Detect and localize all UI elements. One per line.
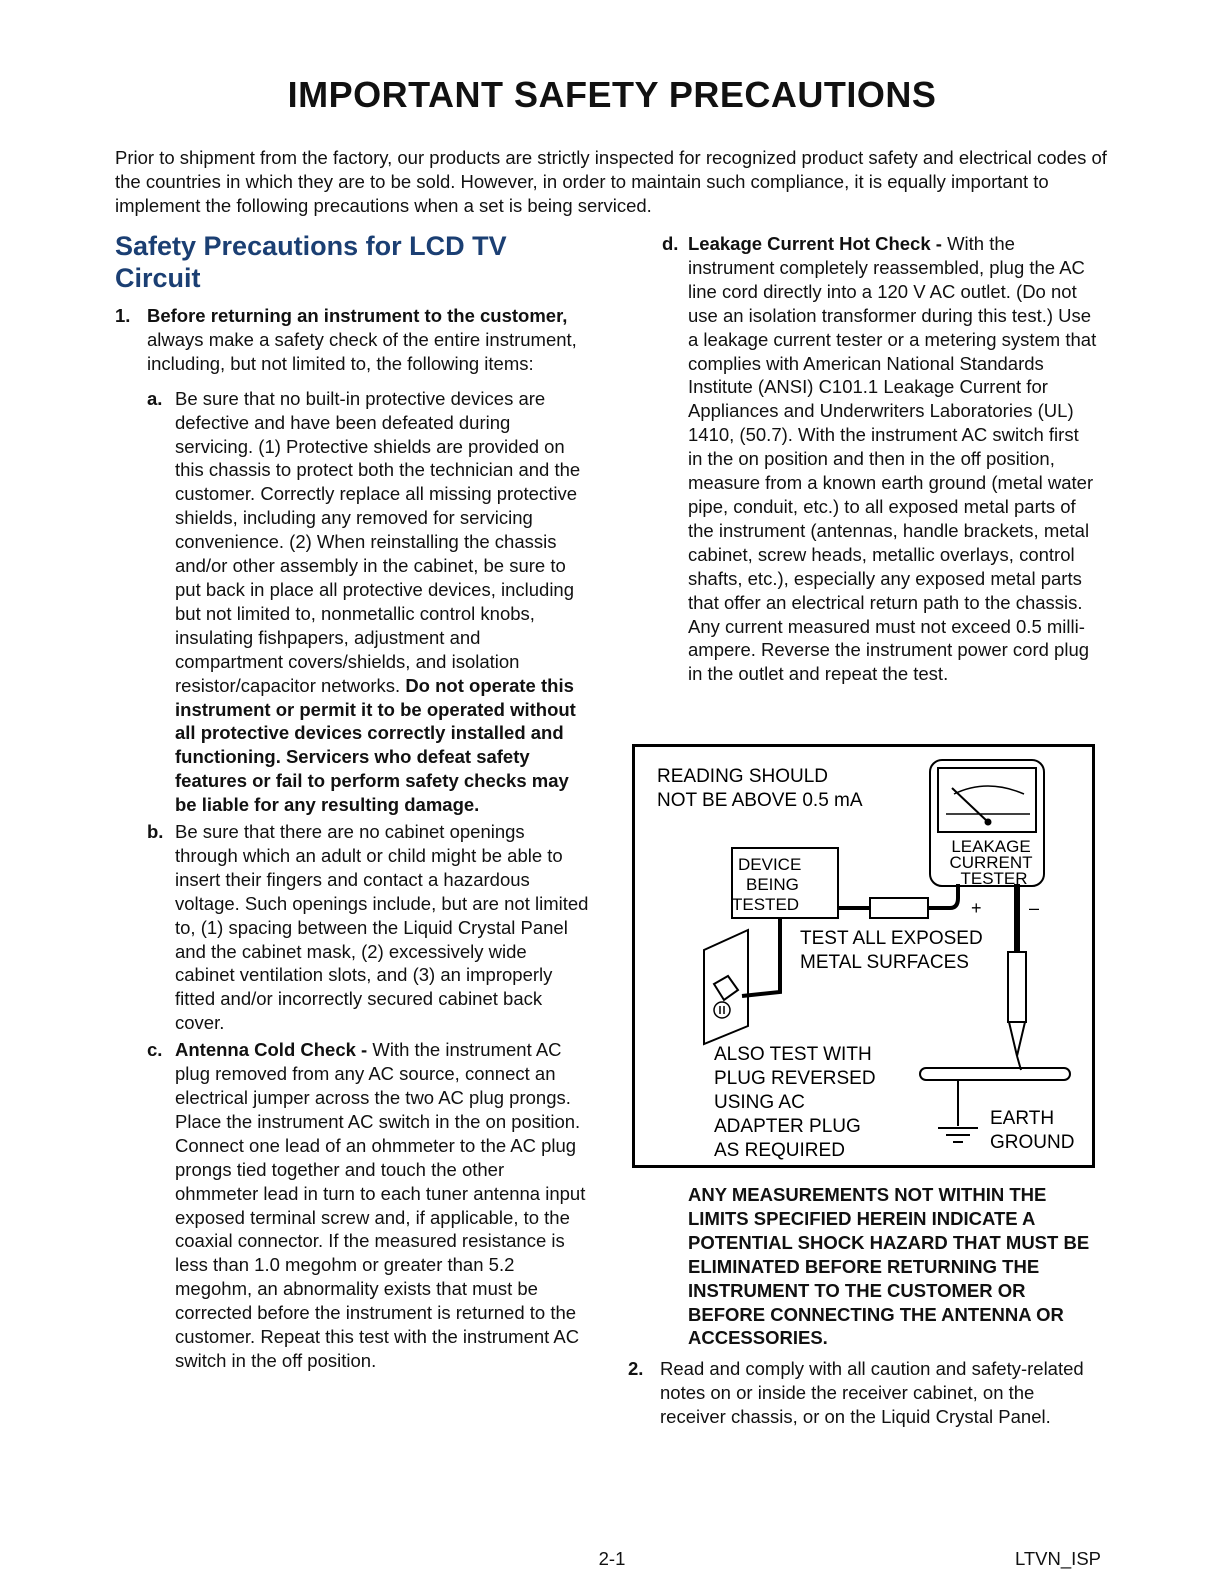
also-test-line1: ALSO TEST WITH bbox=[714, 1044, 872, 1065]
left-column bbox=[115, 230, 590, 1376]
tester-label-line3: TESTER bbox=[960, 869, 1028, 888]
sub-item-d bbox=[628, 232, 1098, 686]
also-test-line5: AS REQUIRED bbox=[714, 1140, 845, 1161]
sub-item-a-text bbox=[175, 387, 590, 817]
device-label-line3: TESTED bbox=[732, 895, 800, 914]
sub-item-letter: c. bbox=[147, 1039, 163, 1061]
sub-item-d-text bbox=[688, 232, 1098, 686]
tester-label-line2: CURRENT bbox=[949, 853, 1033, 872]
list-item-1-text bbox=[147, 304, 590, 376]
list-item-1 bbox=[115, 304, 590, 1373]
plus-sign: + bbox=[971, 898, 982, 918]
shock-hazard-warning: ANY MEASUREMENTS NOT WITHIN THE LIMITS SPECIFIED HEREIN INDICATE A POTENTIAL SHOCK HAZARD THAT MUST BE ELIMINATED BEFORE RETURNING THE INSTRUMENT TO THE CUSTOMER OR BEFORE CONNECTING THE ANTENNA OR ACCESSORIES. bbox=[688, 1184, 1090, 1349]
device-label-line1: DEVICE bbox=[738, 855, 802, 874]
device-label-line2: BEING bbox=[746, 875, 799, 894]
tester-label-line1: LEAKAGE bbox=[951, 837, 1031, 856]
section-heading: Safety Precautions for LCD TV Circuit bbox=[115, 231, 507, 293]
list-item-2-text: Read and comply with all caution and safety-related notes on or inside the receiver cabinet, on the receiver chassis, or on the Liquid Crystal Panel. bbox=[660, 1358, 1084, 1427]
sub-item-c-lead: Antenna Cold Check - bbox=[175, 1039, 368, 1061]
reading-label-line2: NOT BE ABOVE 0.5 mA bbox=[657, 790, 863, 811]
sub-item-b bbox=[147, 820, 590, 1035]
earth-ground-icon bbox=[920, 1068, 1070, 1142]
probe-cord bbox=[838, 884, 958, 918]
also-test-line2: PLUG REVERSED bbox=[714, 1068, 876, 1089]
sub-item-b-text: Be sure that there are no cabinet openings through which an adult or child might be able to insert their fingers and contact a hazardous voltage. Such openings include, but are not limited to, (1) spacing between the Liquid Crystal Panel and the cabinet mask, (2) excessively wide cabinet ventilation slots, and (3) an improperly fitted and/or incorrectly secured cabinet back cover. bbox=[175, 821, 589, 1034]
list-number: 2. bbox=[628, 1358, 644, 1379]
sub-item-letter: a. bbox=[147, 387, 163, 409]
sub-item-c-body: With the instrument AC plug removed from any AC source, connect an electrical jumper across the two AC plug prongs. Place the instrument AC switch in the on position. Connect one lead of an ohmmeter to the AC plug prongs tied together and touch the other ohmmeter lead in turn to each tuner antenna input exposed terminal screw and, if applicable, to the coaxial connector. If the measured resistance is less than 1.0 megohm or greater than 5.2 megohm, an abnormality exists that must be corrected before the instrument is returned to the customer. Repeat this test with the instrument AC switch in the off position. bbox=[175, 1039, 586, 1371]
intro-paragraph: Prior to shipment from the factory, our products are strictly inspected for recognized product safety and electrical codes of the countries in which they are to be sold. However, in order to maintain such compliance, it is equally important to implement the following precautions when a set is being serviced. bbox=[115, 147, 1107, 216]
sub-item-letter: b. bbox=[147, 821, 164, 843]
right-column bbox=[628, 232, 1098, 689]
sub-item-letter: d. bbox=[662, 233, 679, 254]
test-exposed-line2: METAL SURFACES bbox=[800, 952, 969, 973]
ac-outlet-icon bbox=[704, 918, 780, 1044]
sub-item-d-lead: Leakage Current Hot Check - bbox=[688, 233, 942, 254]
sub-item-a bbox=[147, 387, 590, 817]
list-item-2-body bbox=[628, 1357, 1098, 1429]
list-number: 1. bbox=[115, 305, 131, 326]
ground-lead bbox=[1008, 884, 1026, 1070]
sub-item-a-warning: Do not operate this instrument or permit it to be operated without all protective devices correctly installed and functioning. Servicers who defeat safety features or fail to perform safety checks may be liable for any resulting damage. bbox=[175, 674, 576, 816]
page-number: 2-1 bbox=[598, 1548, 626, 1569]
list-item-1-lead: Before returning an instrument to the customer, bbox=[147, 305, 568, 326]
list-item-2 bbox=[628, 1357, 1098, 1429]
also-test-line3: USING AC bbox=[714, 1092, 805, 1113]
document-code: LTVN_ISP bbox=[1014, 1548, 1101, 1569]
test-exposed-line1: TEST ALL EXPOSED bbox=[800, 928, 983, 949]
sub-item-d-body: With the instrument completely reassembled, plug the AC line cord directly into a 120 V AC outlet. (Do not use an isolation transformer during this test.) Use a leakage current tester or a metering system that complies with American National Standards Institute (ANSI) C101.1 Leakage Current for Appliances and Underwriters Laboratories (UL) 1410, (50.7). With the instrument AC switch first in the on position and then in the off position, measure from a known earth ground (metal water pipe, conduit, etc.) to all exposed metal parts of the instrument (antennas, handle brackets, metal cabinet, screw heads, metallic overlays, control shafts, etc.), especially any exposed metal parts that offer an electrical return path to the chassis. Any current measured must not exceed 0.5 milli-ampere. Reverse the instrument power cord plug in the outlet and repeat the test. bbox=[688, 233, 1097, 685]
earth-ground-line1: EARTH bbox=[990, 1108, 1055, 1129]
page-title: IMPORTANT SAFETY PRECAUTIONS bbox=[287, 74, 937, 115]
also-test-line4: ADAPTER PLUG bbox=[714, 1116, 861, 1137]
sub-item-a-body: Be sure that no built-in protective devices are defective and have been defeated during servicing. (1) Protective shields are provided on this chassis to protect both the technician and the customer. Correctly replace all missing protective shields, including any removed for servicing convenience. (2) When reinstalling the chassis and/or other assembly in the cabinet, be sure to put back in place all protective devices, including but not limited to, nonmetallic control knobs, insulating fishpapers, adjustment and compartment covers/shields, and isolation resistor/capacitor networks. bbox=[175, 387, 581, 696]
list-item-1-body: always make a safety check of the entire instrument, including, but not limited to, the following items: bbox=[147, 328, 577, 374]
sub-item-c bbox=[147, 1038, 590, 1373]
minus-sign: – bbox=[1029, 898, 1040, 918]
leakage-test-diagram bbox=[632, 744, 1095, 1168]
sub-item-c-text bbox=[175, 1038, 590, 1373]
earth-ground-line2: GROUND bbox=[990, 1132, 1075, 1153]
reading-label-line1: READING SHOULD bbox=[657, 766, 829, 787]
